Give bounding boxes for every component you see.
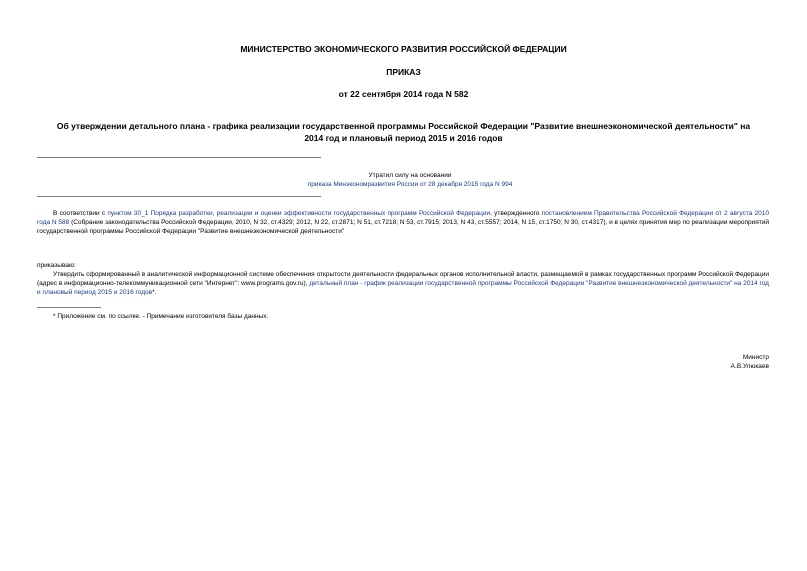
document-date: от 22 сентября 2014 года N 582 [338,89,469,99]
document-type: ПРИКАЗ [386,67,421,77]
orders-word: приказываю: [37,262,76,269]
footnote-divider [37,307,101,308]
status-lost-force: Утратил силу на основании [368,172,452,179]
order-item-text: Утвердить сформированный в аналитической информационной системе обеспечения открытости деятельности федеральных органов исполнительной власти, размещаемой в рамках государственных программ Российской Федерации (адрес в информационно-телекоммуникационной сети "Интернет": www.programs.gov.ru), [37,271,769,287]
preamble-text-rest: (Собрание законодательства Российской Федерации, 2010, N 32, ст.4329; 2012, N 22, ст.2871; N 51, ст.7218; N 53, ст.7915; 2013, N 43, ст.5557; 2014, N 15, ст.1750; N 30, ст.4317), и в целях принятия мер по реализации мероприятий государственной программы Российской Федерации "Развитие внешнеэкономической деятельности" [37,219,769,235]
status-divider [37,196,321,197]
signature-position: Министр [742,354,769,361]
title-divider [37,157,321,158]
order-item-end: *. [152,289,157,296]
preamble-paragraph [37,209,769,236]
preamble-link-resolution[interactable]: постановлением Правительства Российской Федерации от 2 августа 2010 года N 588 [37,210,770,226]
footnote-text: * Приложение см. по ссылке. - Примечание изготовителя базы данных. [53,313,269,320]
document-title-line-2: 2014 год и плановый период 2015 и 2016 годов [304,133,503,143]
preamble-link-procedure[interactable]: пунктом 30_1 Порядка разработки, реализации и оценки эффективности государственных программ Российской Федерации [107,210,491,217]
document-title-line-1: Об утверждении детального плана - графика реализации государственной программы Российской Федерации "Развитие внешнеэкономической деятельности" на [56,121,751,131]
document-title [30,120,777,144]
order-item-plan-link[interactable]: детальный план - график реализации государственной программы Российской Федерации "Развитие внешнеэкономической деятельности" на 2014 год и плановый период 2015 и 2016 годов [37,280,769,296]
signature-block [731,353,769,371]
ministry-heading: МИНИСТЕРСТВО ЭКОНОМИЧЕСКОГО РАЗВИТИЯ РОССИЙСКОЙ ФЕДЕРАЦИИ [240,44,567,54]
status-basis-link[interactable]: приказа Минэкономразвития России от 28 декабря 2015 года N 994 [307,181,513,188]
signature-name: А.В.Улюкаев [730,363,769,370]
preamble-text-start: В соответствии с [53,210,108,217]
order-item-paragraph [37,270,769,297]
preamble-text-mid: , утвержденного [490,210,542,217]
